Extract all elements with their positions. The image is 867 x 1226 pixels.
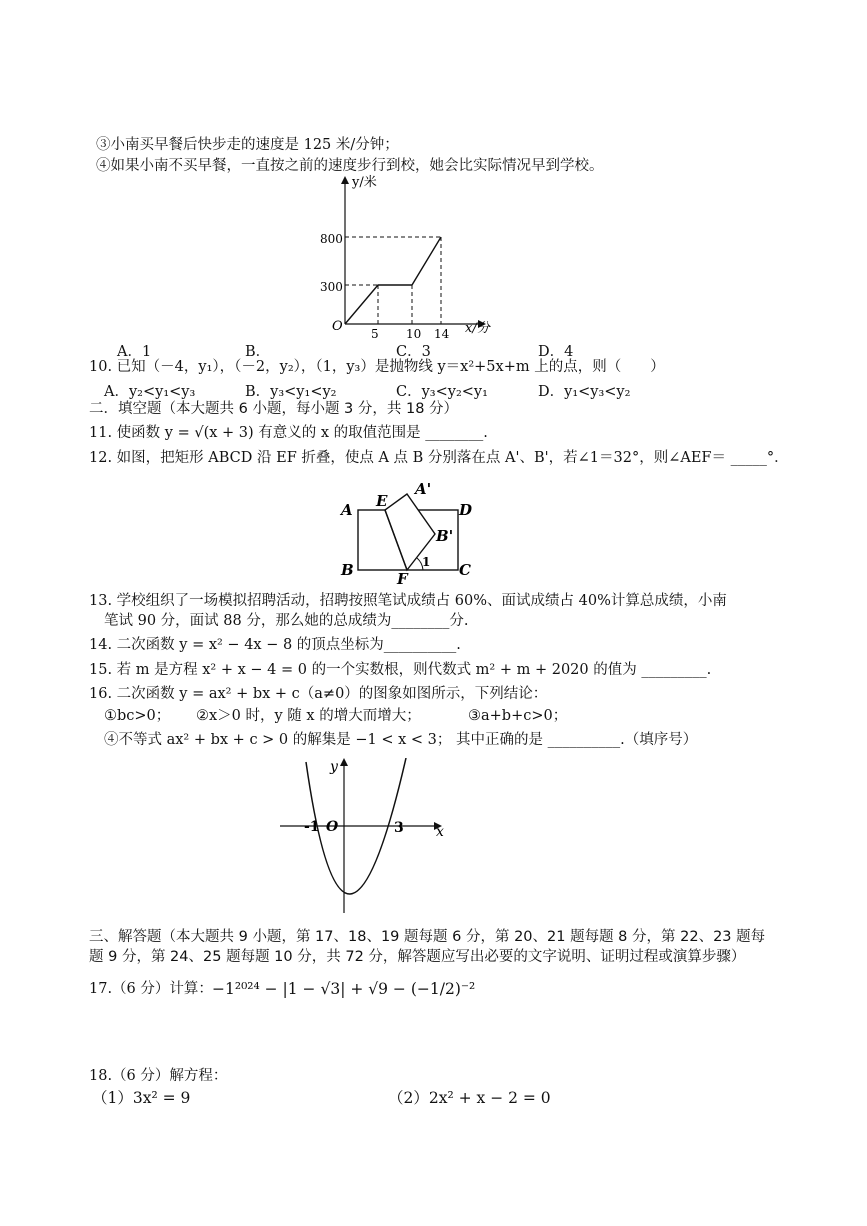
x-tick-14: 14 [434, 327, 450, 340]
q16-conclusion-2: ②x＞0 时，y 随 x 的增大而增大； [196, 708, 421, 724]
x-axis-label: x/分 [465, 321, 490, 336]
label-a: A [341, 501, 353, 519]
q10-option-d: D．y₁<y₃<y₂ [538, 384, 631, 400]
q16-stem: 16. 二次函数 y = ax² + bx + c（a≠0）的图象如图所示，下列结论： [89, 686, 548, 702]
x-tick-5: 5 [371, 327, 379, 340]
y-label: y [330, 759, 338, 775]
label-e: E [376, 492, 388, 510]
q16-conclusion-3: ③a+b+c>0； [468, 708, 568, 724]
label-b-prime: B' [436, 527, 454, 545]
q17-expression: −1²⁰²⁴ − |1 − √3| + √9 − (−1/2)⁻² [212, 980, 476, 998]
q18-label: 18.（6 分）解方程： [89, 1068, 228, 1084]
q17-label: 17.（6 分）计算： [89, 981, 213, 997]
q15-text: 15. 若 m 是方程 x² + x − 4 = 0 的一个实数根，则代数式 m² + m + 2020 的值为 _________. [89, 662, 712, 678]
q16-conclusion-4: ④不等式 ax² + bx + c > 0 的解集是 −1 < x < 3； 其中正确的是 __________.（填序号） [104, 732, 698, 748]
origin-label: O [332, 319, 343, 334]
q9-statement-3: ③小南买早餐后快步走的速度是 125 米/分钟； [96, 137, 399, 153]
y-axis-arrow [341, 176, 349, 184]
q18-part-1: （1）3x² = 9 [92, 1089, 191, 1107]
x-tick-10: 10 [406, 327, 422, 340]
label-d: D [459, 501, 473, 519]
q18-part-2: （2）2x² + x − 2 = 0 [388, 1089, 551, 1107]
graph-line [345, 237, 441, 324]
label-3: 3 [394, 820, 404, 836]
q9-option-d: D．4 [538, 344, 574, 360]
x-label: x [436, 824, 444, 840]
section-3-line-1: 三、解答题（本大题共 9 小题，第 17、18、19 题每题 6 分，第 20、21 题每题 8 分，第 22、23 题每 [89, 929, 766, 945]
q9-distance-time-graph [320, 172, 500, 340]
y-axis-label: y/米 [352, 175, 377, 190]
q9-option-b: B． [245, 344, 271, 360]
label-c: C [459, 561, 471, 579]
q13-line-1: 13. 学校组织了一场模拟招聘活动，招聘按照笔试成绩占 60%、面试成绩占 40%计算总成绩，小南 [89, 593, 727, 609]
q9-statement-4: ④如果小南不买早餐，一直按之前的速度步行到校，她会比实际情况早到学校。 [96, 158, 604, 174]
q14-text: 14. 二次函数 y = x² − 4x − 8 的顶点坐标为__________. [89, 637, 461, 653]
q10-stem: 10. 已知（－4，y₁），（－2，y₂），（1，y₃）是抛物线 y＝x²+5x+m 上的点，则（ ） [89, 359, 665, 375]
label-b: B [341, 561, 354, 579]
q11-text: 11. 使函数 y = √(x + 3) 有意义的 x 的取值范围是 ________. [89, 425, 488, 441]
q10-option-c: C．y₃<y₂<y₁ [396, 384, 488, 400]
section-3-line-2: 题 9 分，第 24、25 题每题 10 分，共 72 分，解答题应写出必要的文字说明、证明过程或演算步骤） [89, 949, 746, 965]
label-a-prime: A' [415, 480, 432, 498]
q10-option-a: A．y₂<y₁<y₃ [104, 384, 196, 400]
q13-line-2: 笔试 90 分，面试 88 分，那么她的总成绩为________分. [104, 613, 469, 629]
y-tick-800: 800 [320, 232, 343, 246]
q9-option-c: C．3 [396, 344, 431, 360]
origin-label: O [326, 819, 339, 835]
label-f: F [397, 570, 408, 588]
q10-option-b: B．y₃<y₁<y₂ [245, 384, 337, 400]
section-2-heading: 二．填空题（本大题共 6 小题，每小题 3 分，共 18 分） [89, 401, 459, 417]
q16-conclusion-1: ①bc>0； [104, 708, 171, 724]
q9-option-a: A．1 [117, 344, 152, 360]
label-angle-1: 1 [422, 555, 431, 569]
y-axis-arrow [340, 758, 348, 766]
q12-fold-figure [335, 478, 485, 588]
q16-parabola-graph [278, 758, 453, 918]
y-tick-300: 300 [320, 280, 343, 294]
q12-text: 12. 如图，把矩形 ABCD 沿 EF 折叠，使点 A 点 B 分别落在点 A'、B'，若∠1＝32°，则∠AEF＝ _____°． [89, 450, 789, 466]
label-neg1: -1 [304, 819, 320, 835]
